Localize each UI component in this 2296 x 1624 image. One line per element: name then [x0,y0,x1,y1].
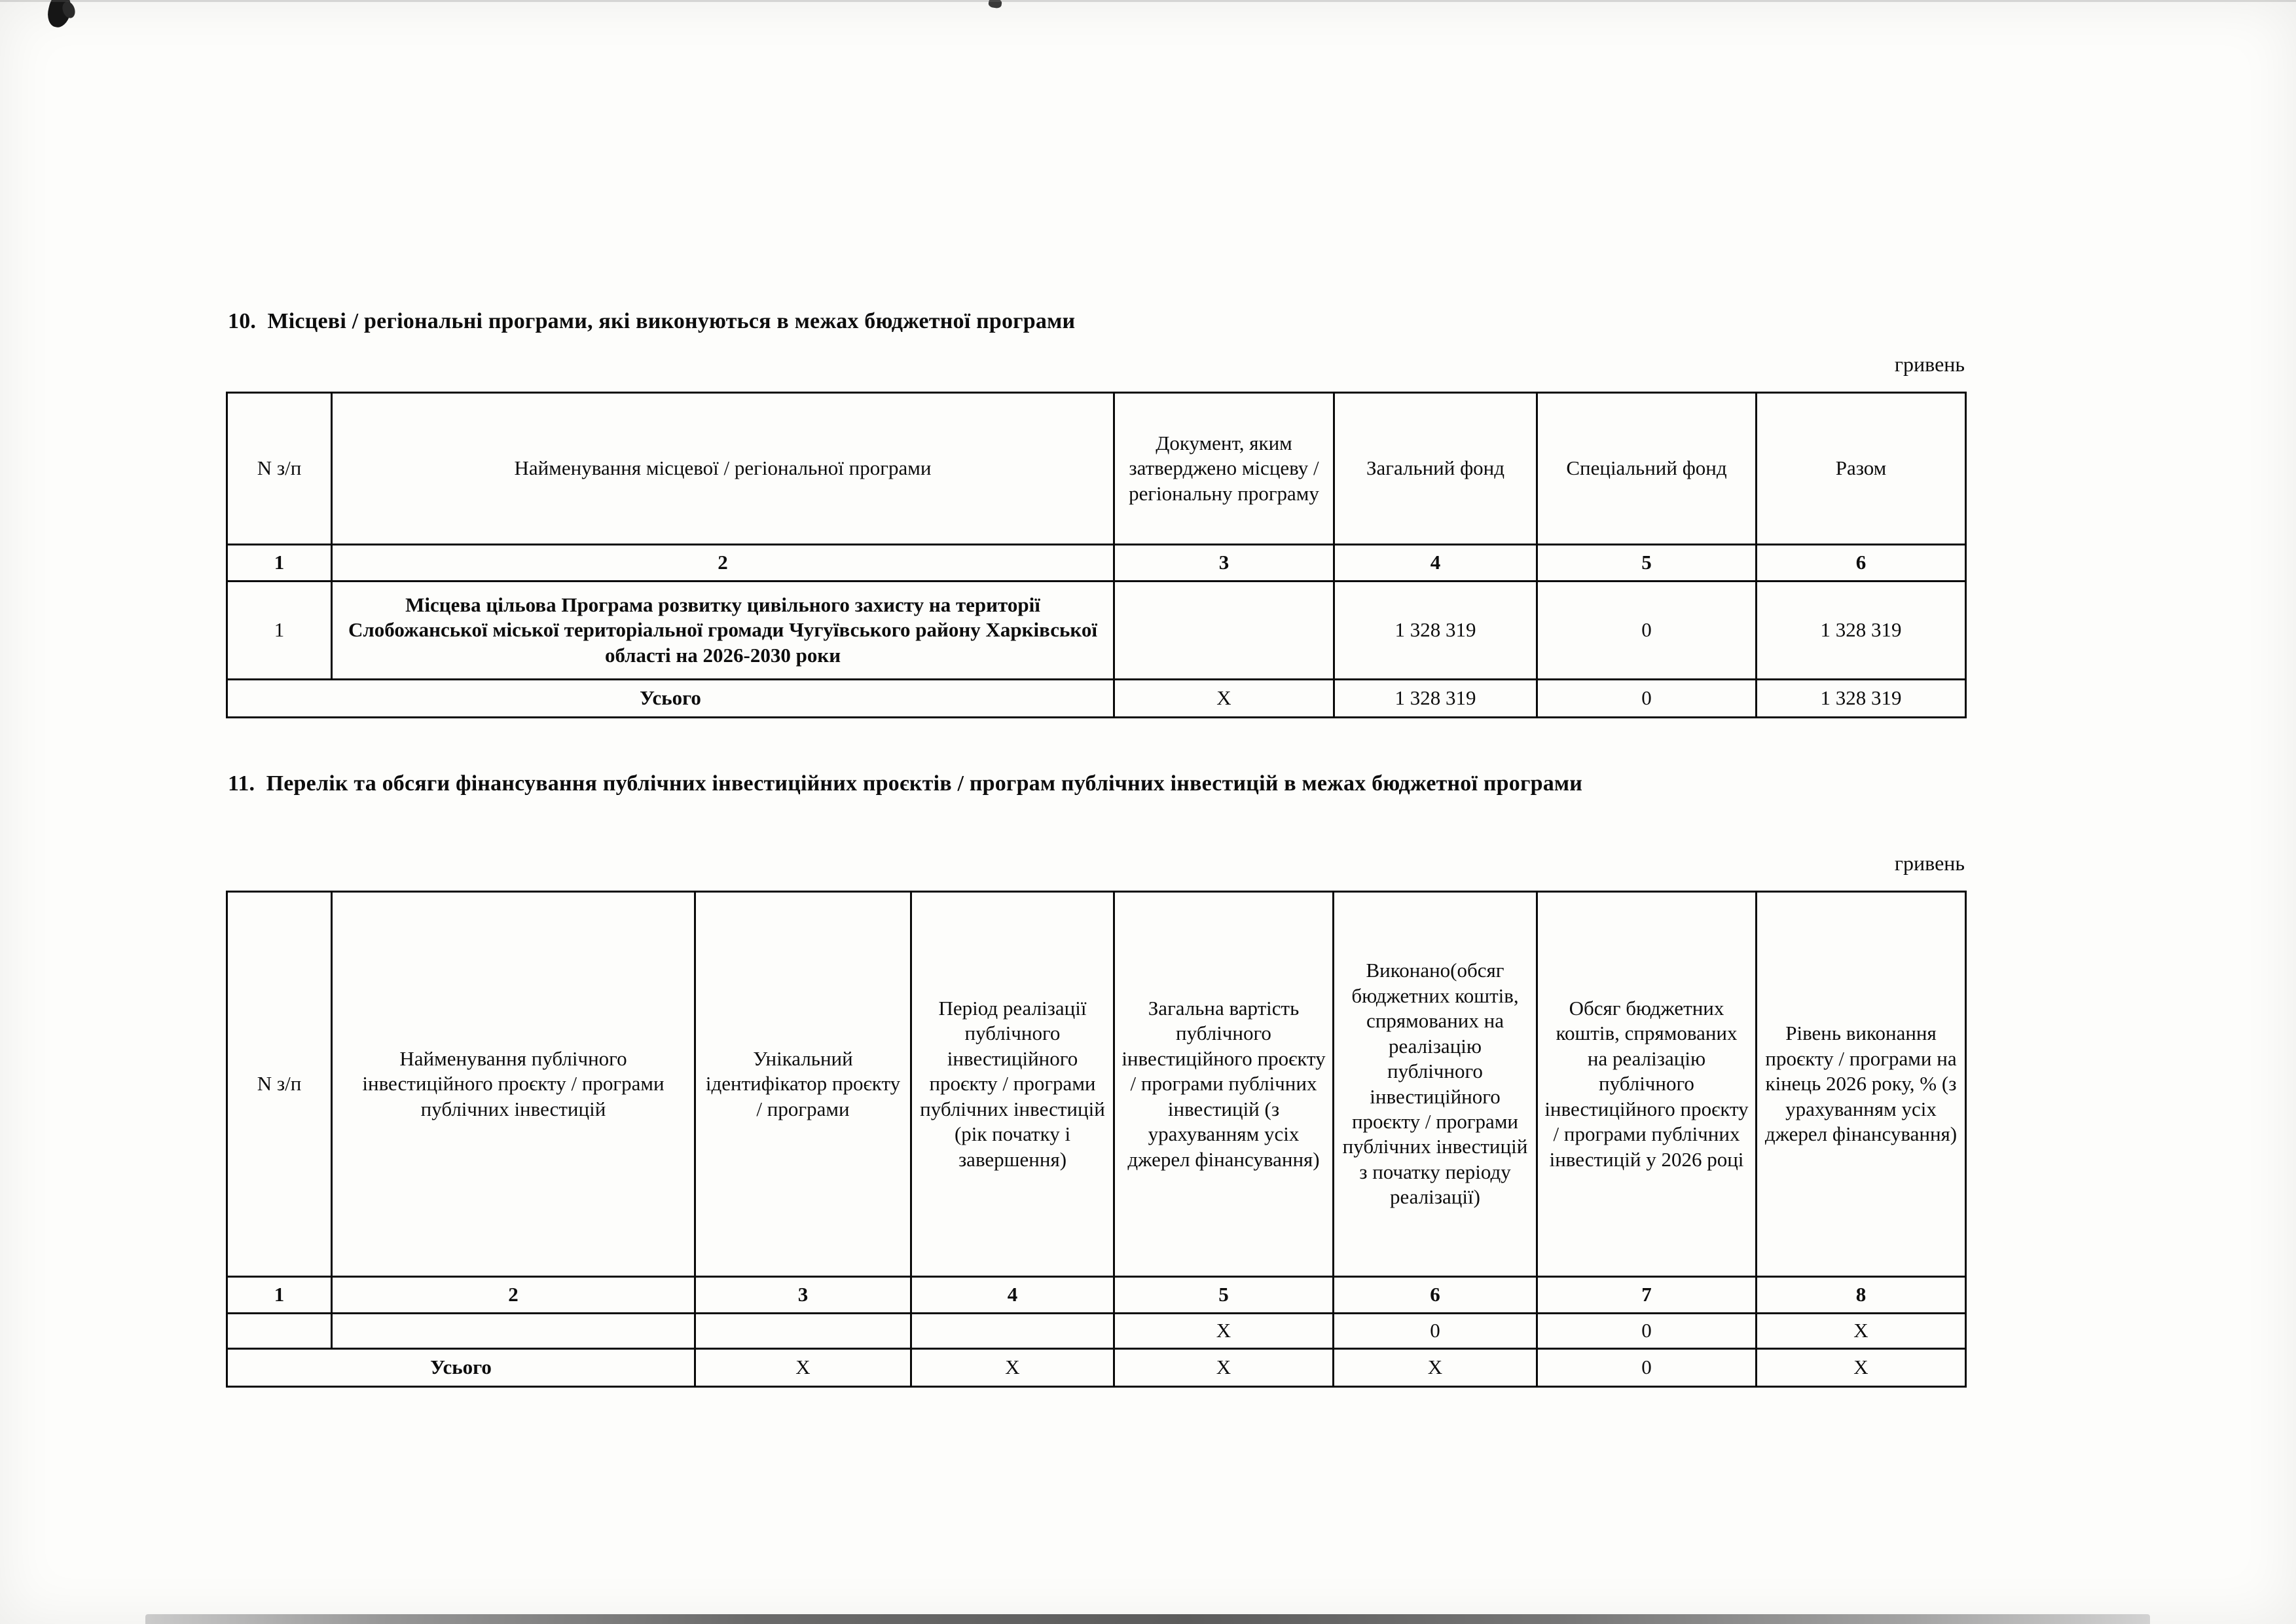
column-number-cell: 3 [695,1277,911,1314]
header-completion-level: Рівень виконання проєкту / програми на кінець 2026 року, % (з урахуванням усіх джерел фінансування) [1757,892,1966,1277]
cell-approval-document [1114,581,1334,680]
column-number-cell: 5 [1537,545,1757,581]
scan-smudge-top-left [45,0,75,29]
section-11-title: 11. Перелік та обсяги фінансування публічних інвестиційних проєктів / програм публічних інвестицій в межах бюджетної програми [228,771,1583,796]
header-special-fund: Спеціальний фонд [1537,393,1757,545]
local-programs-table [226,392,1967,718]
cell-total: 1 328 319 [1757,581,1966,680]
cell-identifier [695,1314,911,1349]
header-row-number: N з/п [227,393,332,545]
column-number-cell: 4 [911,1277,1114,1314]
column-number-cell: 6 [1757,545,1966,581]
cell-program-name: Місцева цільова Програма розвитку цивільного захисту на території Слобожанської міської територіальної громади Чугуївського району Харківської області на 2026-2030 роки [332,581,1114,680]
scan-bar-bottom [145,1614,2150,1624]
scan-edge-top [0,0,2296,2]
cell-special-fund: 0 [1537,581,1757,680]
header-project-name: Найменування публічного інвестиційного проєкту / програми публічних інвестицій [332,892,695,1277]
total-document-cell: X [1114,680,1334,718]
column-number-cell: 2 [332,545,1114,581]
total-special-fund-cell: 0 [1537,680,1757,718]
table11-column-numbers-row [227,1277,1966,1314]
header-general-fund: Загальний фонд [1334,393,1537,545]
total-general-fund-cell: 1 328 319 [1334,680,1537,718]
section-10-title: 10. Місцеві / регіональні програми, які виконуються в межах бюджетної програми [228,309,1076,333]
column-number-cell: 6 [1334,1277,1537,1314]
total-total-cost-cell: X [1114,1349,1334,1387]
table10-total-row [227,680,1966,718]
total-volume-2026-cell: 0 [1537,1349,1757,1387]
total-identifier-cell: X [695,1349,911,1387]
currency-label-section-10: гривень [1894,352,1965,376]
total-completion-level-cell: X [1757,1349,1966,1387]
scan-smudge-top-left-2 [60,0,77,20]
cell-row-number: 1 [227,581,332,680]
scan-mark-top-center [988,0,1002,9]
public-investment-projects-table [226,891,1967,1388]
cell-project-name [332,1314,695,1349]
table10-header-row [227,393,1966,545]
total-label-cell: Усього [227,1349,695,1387]
column-number-cell: 7 [1537,1277,1757,1314]
table10-column-numbers-row [227,545,1966,581]
cell-executed: 0 [1334,1314,1537,1349]
column-number-cell: 1 [227,1277,332,1314]
table11-header-row [227,892,1966,1277]
cell-total-cost: X [1114,1314,1334,1349]
cell-volume-2026: 0 [1537,1314,1757,1349]
header-period: Період реалізації публічного інвестиційного проєкту / програми публічних інвестицій (рік початку і завершення) [911,892,1114,1277]
header-identifier: Унікальний ідентифікатор проєкту / програми [695,892,911,1277]
cell-row-number [227,1314,332,1349]
total-total-cell: 1 328 319 [1757,680,1966,718]
header-program-name: Найменування місцевої / регіональної програми [332,393,1114,545]
total-executed-cell: X [1334,1349,1537,1387]
table10-data-row [227,581,1966,680]
total-period-cell: X [911,1349,1114,1387]
currency-label-section-11: гривень [1894,851,1965,875]
column-number-cell: 2 [332,1277,695,1314]
header-approval-document: Документ, яким затверджено місцеву / регіональну програму [1114,393,1334,545]
total-label-cell: Усього [227,680,1114,718]
table11-data-row [227,1314,1966,1349]
header-row-number: N з/п [227,892,332,1277]
column-number-cell: 8 [1757,1277,1966,1314]
header-executed: Виконано(обсяг бюджетних коштів, спрямованих на реалізацію публічного інвестиційного проєкту / програми публічних інвестицій з початку періоду реалізації) [1334,892,1537,1277]
cell-period [911,1314,1114,1349]
column-number-cell: 4 [1334,545,1537,581]
column-number-cell: 5 [1114,1277,1334,1314]
column-number-cell: 1 [227,545,332,581]
header-total: Разом [1757,393,1966,545]
cell-completion-level: X [1757,1314,1966,1349]
column-number-cell: 3 [1114,545,1334,581]
header-total-cost: Загальна вартість публічного інвестиційного проєкту / програми публічних інвестицій (з урахуванням усіх джерел фінансування) [1114,892,1334,1277]
table11-total-row [227,1349,1966,1387]
header-volume-2026: Обсяг бюджетних коштів, спрямованих на реалізацію публічного інвестиційного проєкту / програми публічних інвестицій у 2026 році [1537,892,1757,1277]
cell-general-fund: 1 328 319 [1334,581,1537,680]
